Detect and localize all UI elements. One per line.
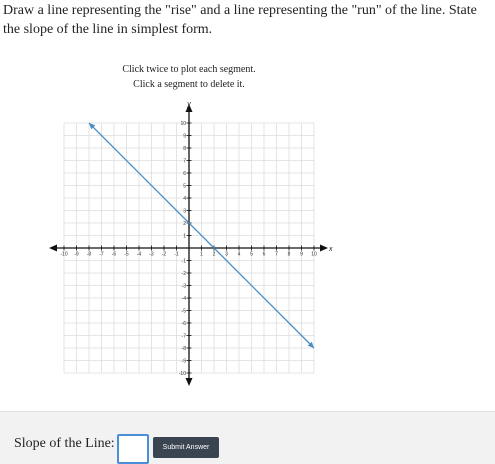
y-tick-label: -6 xyxy=(181,321,186,327)
x-tick-label: -1 xyxy=(174,251,179,258)
x-tick-label: -5 xyxy=(124,251,129,258)
x-tick-label: 4 xyxy=(237,251,241,258)
x-tick-label: 8 xyxy=(287,251,291,258)
y-tick-label: 7 xyxy=(183,158,186,165)
x-tick-label: -3 xyxy=(149,251,154,258)
graph-instructions xyxy=(0,62,378,92)
x-axis-label: x xyxy=(329,246,333,253)
y-tick-label: -2 xyxy=(181,271,186,277)
x-tick-label: -2 xyxy=(161,251,167,258)
y-tick-label: 2 xyxy=(183,221,186,227)
x-tick-label: -8 xyxy=(86,251,92,258)
y-tick-label: -4 xyxy=(181,296,186,302)
y-tick-label: -7 xyxy=(181,333,186,340)
coordinate-graph[interactable] xyxy=(0,98,340,390)
x-tick-label: 10 xyxy=(311,251,317,258)
axes-layer xyxy=(49,101,333,386)
y-tick-label: 1 xyxy=(183,233,186,240)
y-tick-label: 5 xyxy=(183,183,186,190)
answer-bar xyxy=(0,411,495,464)
y-axis-arrow-down xyxy=(186,378,193,386)
x-tick-label: 6 xyxy=(262,251,266,258)
y-tick-label: 9 xyxy=(183,133,186,140)
y-tick-label: -9 xyxy=(181,358,186,365)
x-tick-label: -7 xyxy=(99,251,104,258)
x-tick-label: 3 xyxy=(225,251,228,258)
slope-input[interactable] xyxy=(117,434,149,464)
x-tick-label: 5 xyxy=(250,251,253,258)
x-tick-label: 7 xyxy=(275,251,278,258)
y-tick-label: -3 xyxy=(181,283,186,290)
instruction-line-plot: Click twice to plot each segment. xyxy=(122,64,256,75)
y-tick-label: -8 xyxy=(181,346,186,352)
y-tick-label: 8 xyxy=(183,146,186,152)
x-tick-label: -9 xyxy=(74,251,79,258)
x-axis-arrow-right xyxy=(320,245,328,252)
submit-answer-button[interactable]: Submit Answer xyxy=(153,437,219,458)
x-axis-arrow-left xyxy=(49,245,57,252)
x-tick-label: -6 xyxy=(111,251,117,258)
x-tick-label: -4 xyxy=(136,251,142,258)
x-tick-label: 9 xyxy=(300,251,303,258)
y-axis-label: y xyxy=(187,101,191,108)
y-tick-label: -1 xyxy=(181,258,186,265)
y-tick-label: 4 xyxy=(183,196,186,202)
y-tick-label: 6 xyxy=(183,171,186,177)
y-tick-label: 3 xyxy=(183,208,186,215)
slope-label: Slope of the Line: xyxy=(14,436,115,451)
instruction-line-delete: Click a segment to delete it. xyxy=(133,79,245,90)
x-tick-label: 1 xyxy=(200,251,203,258)
y-tick-label: 10 xyxy=(180,121,186,127)
x-tick-label: 2 xyxy=(212,251,216,258)
y-tick-label: -10 xyxy=(178,371,186,377)
x-tick-label: -10 xyxy=(60,251,68,258)
question-text: Draw a line representing the "rise" and a line representing the "run" of the line. State the slope of the line in simplest form. xyxy=(3,3,477,37)
y-tick-label: -5 xyxy=(181,308,186,315)
